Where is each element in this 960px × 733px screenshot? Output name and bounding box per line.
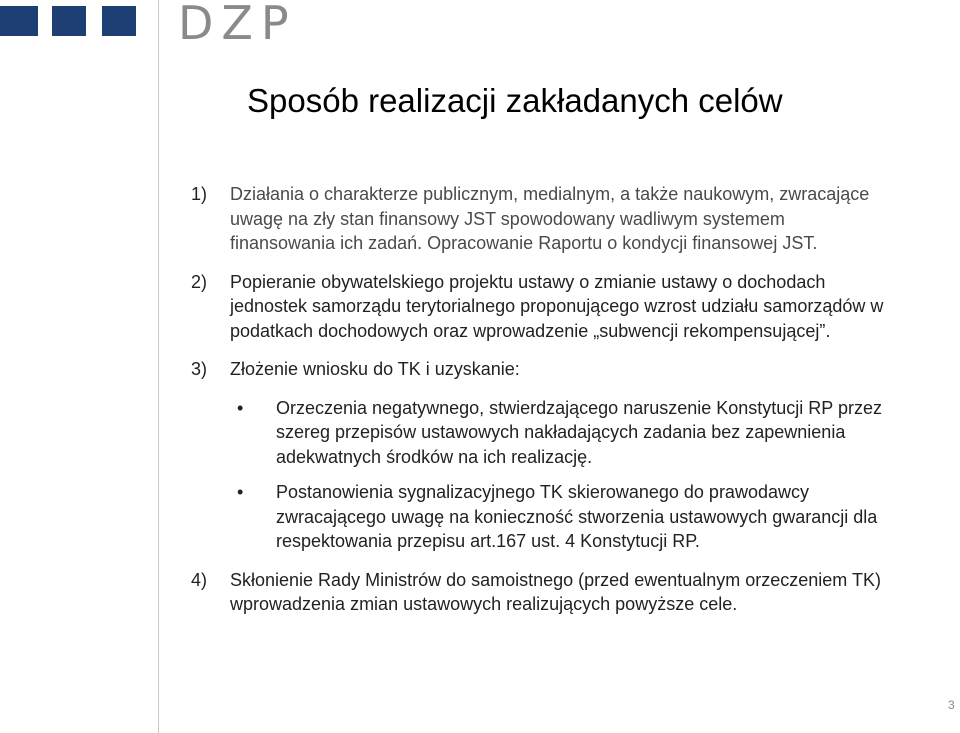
logo-square	[0, 6, 38, 36]
bullet-icon: •	[237, 397, 244, 418]
item-text: Skłonienie Rady Ministrów do samoistnego (przed ewentualnym orzeczeniem TK) wprowadzenia zmian ustawowych realizujących powyższe cele.	[230, 569, 881, 614]
page-number: 3	[948, 698, 955, 712]
sub-item-2	[237, 480, 891, 554]
list-item-1	[191, 182, 891, 256]
item-number: 1)	[191, 184, 208, 204]
item-text: Złożenie wniosku do TK i uzyskanie:	[230, 359, 520, 379]
logo-square	[52, 6, 86, 36]
item-number: 4)	[191, 569, 208, 590]
content-list	[191, 182, 891, 617]
item-number: 3)	[191, 359, 208, 379]
item-text: Popieranie obywatelskiego projektu ustawy o zmianie ustawy o dochodach jednostek samorządu terytorialnego proponującego wzrost udziału samorządów w podatkach dochodowych oraz wprowadzenie „subwencji rekompensującej”.	[230, 271, 884, 341]
item-number: 2)	[191, 271, 208, 292]
list-item-4	[191, 568, 891, 617]
item-text: Działania o charakterze publicznym, medialnym, a także naukowym, zwracające uwagę na zły stan finansowy JST spowodowany wadliwym systemem finansowania ich zadań. Opracowanie Raportu o kondycji finansowej JST.	[230, 184, 870, 253]
sub-item-text: Postanowienia sygnalizacyjnego TK skierowanego do prawodawcy zwracającego uwagę na konieczność stworzenia ustawowych gwarancji dla respektowania przepisu art.167 ust. 4 Konstytucji RP.	[276, 482, 878, 551]
logo-square	[102, 6, 136, 36]
list-item-3	[191, 357, 891, 382]
sub-item-1	[237, 396, 891, 470]
sub-list	[191, 396, 891, 554]
vertical-divider	[158, 0, 159, 733]
sub-item-text: Orzeczenia negatywnego, stwierdzającego naruszenie Konstytucji RP przez szereg przepisów ustawowych nakładających zadania bez zapewnienia adekwatnych środków na ich realizację.	[276, 397, 882, 467]
list-item-2	[191, 270, 891, 344]
logo-text: DZP	[178, 0, 297, 50]
bullet-icon: •	[237, 482, 244, 502]
page-title: Sposób realizacji zakładanych celów	[247, 82, 783, 119]
